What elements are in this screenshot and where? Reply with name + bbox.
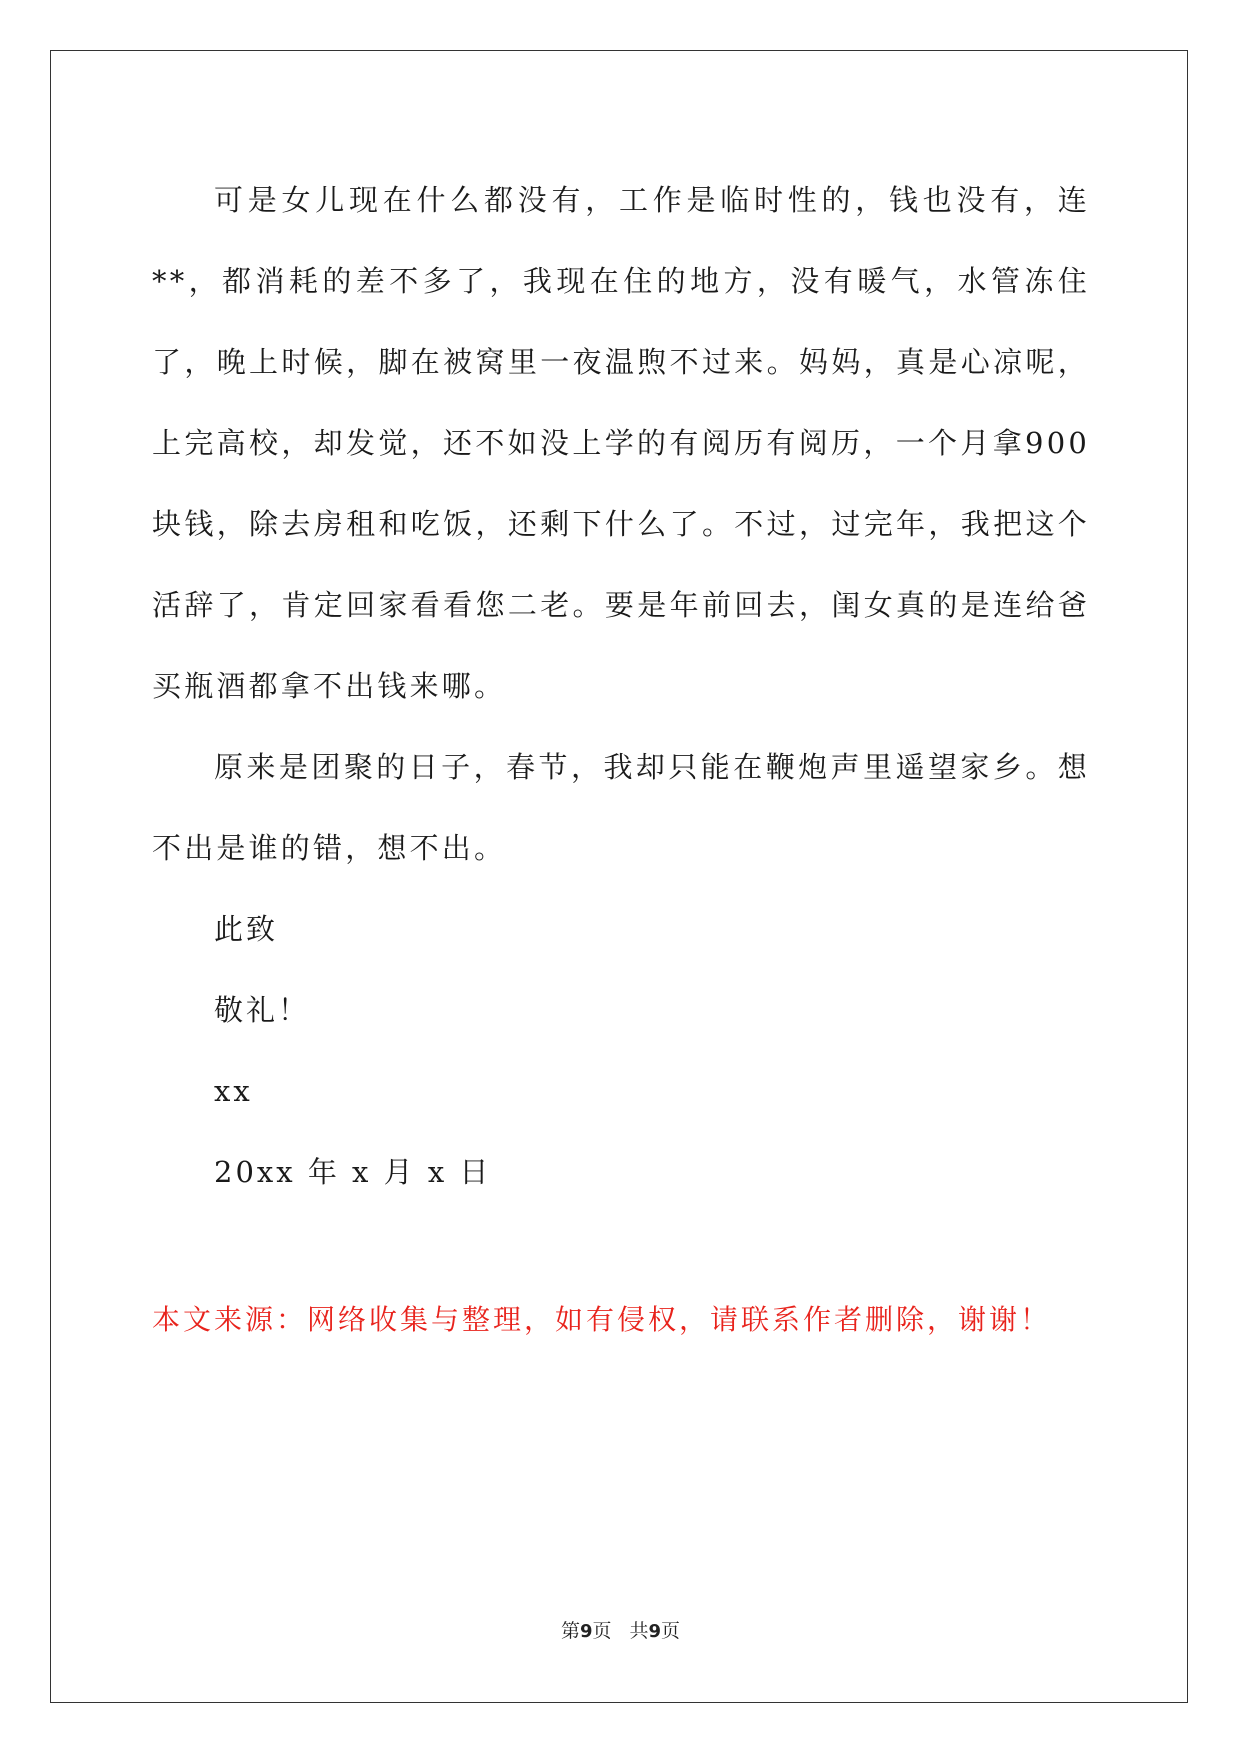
source-note: 本文来源：网络收集与整理，如有侵权，请联系作者删除，谢谢！ [152,1303,1052,1336]
footer-suffix-current: 页 [592,1620,612,1642]
page-footer [0,1618,1241,1645]
closing-salutation: 此致 [214,912,279,946]
footer-suffix-total: 页 [661,1620,681,1642]
paragraph-1: 可是女儿现在什么都没有，工作是临时性的，钱也没有，连**，都消耗的差不多了，我现在住的地方，没有暖气，水管冻住了，晚上时候，脚在被窝里一夜温煦不过来。妈妈，真是心凉呢，上完高校，却发觉，还不如没上学的有阅历有阅历，一个月拿900块钱，除去房租和吃饭，还剩下什么了。不过，过完年，我把这个活辞了，肯定回家看看您二老。要是年前回去，闺女真的是连给爸买瓶酒都拿不出钱来哪。 [152,183,1090,703]
letter-date: 20xx 年 x 月 x 日 [214,1155,492,1189]
signature: xx [214,1074,253,1108]
paragraph-2: 原来是团聚的日子，春节，我却只能在鞭炮声里遥望家乡。想不出是谁的错，想不出。 [152,750,1090,865]
footer-prefix-current: 第 [560,1620,580,1642]
page-current-number: 9 [579,1621,593,1642]
closing-regards: 敬礼！ [214,993,311,1027]
letter-body [152,160,1090,1213]
page-total-number: 9 [648,1621,662,1642]
footer-prefix-total: 共 [629,1620,649,1642]
